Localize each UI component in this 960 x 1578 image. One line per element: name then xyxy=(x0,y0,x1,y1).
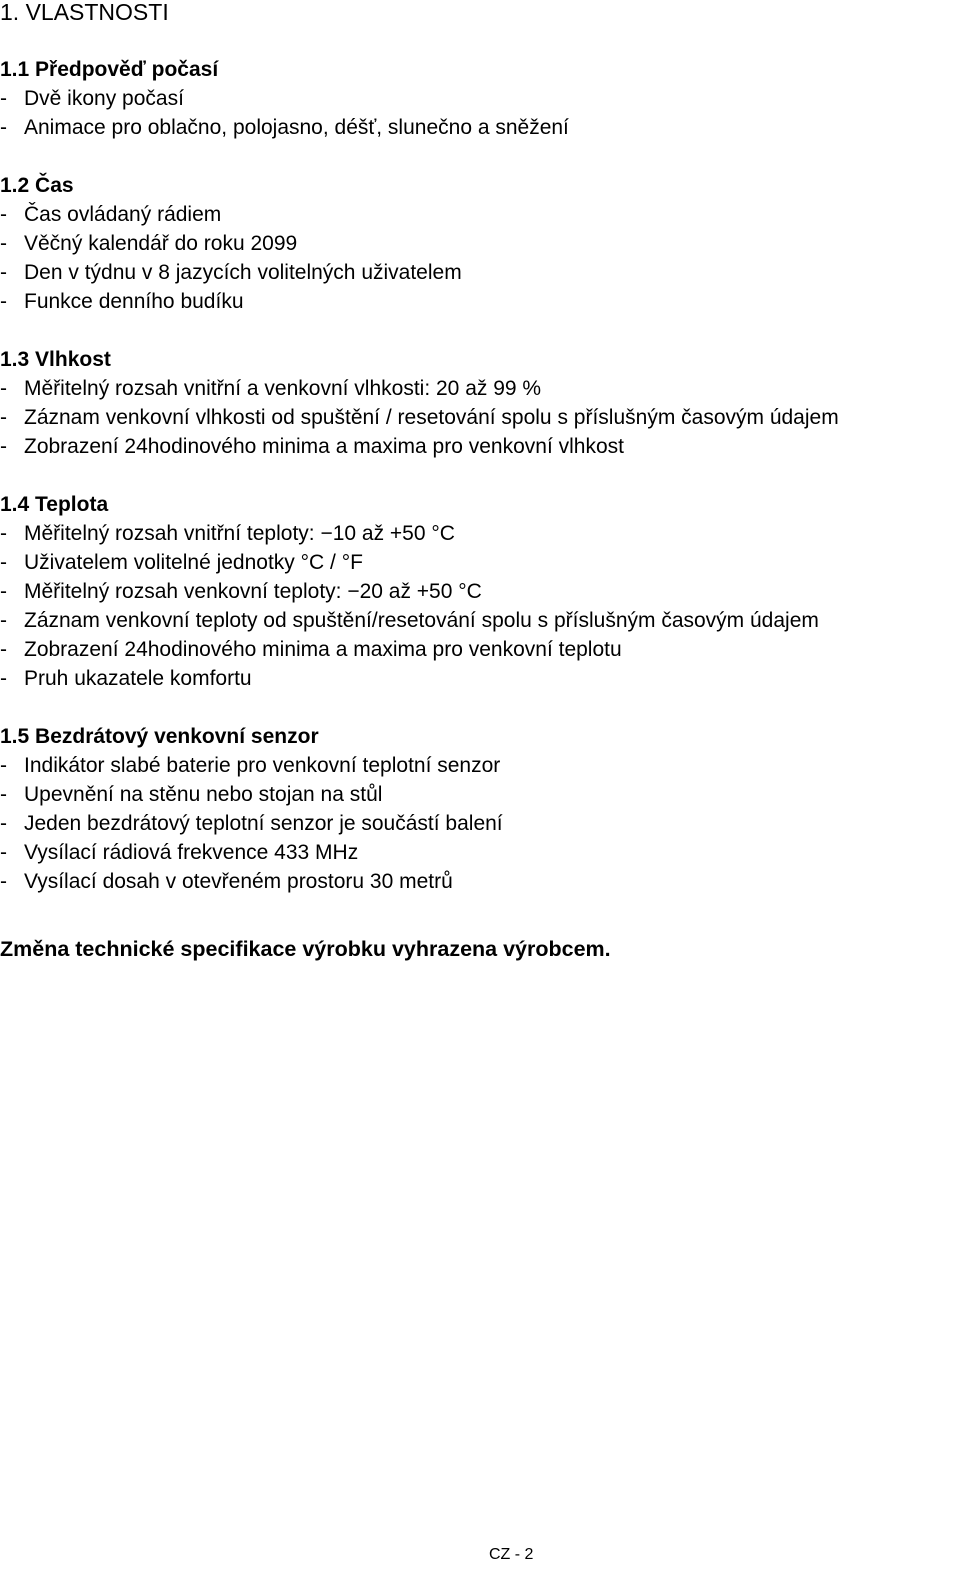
list-item-text: Funkce denního budíku xyxy=(24,290,244,313)
list-bullet: - xyxy=(0,638,7,661)
feature-section xyxy=(0,171,960,316)
list-item xyxy=(0,867,960,896)
list-item xyxy=(0,635,960,664)
list-bullet: - xyxy=(0,870,7,893)
list-item xyxy=(0,258,960,287)
list-bullet: - xyxy=(0,812,7,835)
list-item xyxy=(0,432,960,461)
list-bullet: - xyxy=(0,116,7,139)
list-bullet: - xyxy=(0,522,7,545)
list-item xyxy=(0,751,960,780)
list-item-text: Měřitelný rozsah vnitřní a venkovní vlhkosti: 20 až 99 % xyxy=(24,377,542,400)
list-item xyxy=(0,519,960,548)
list-item-text: Zobrazení 24hodinového minima a maxima pro venkovní vlhkost xyxy=(24,435,624,458)
feature-section xyxy=(0,490,960,693)
list-item xyxy=(0,664,960,693)
page-number: CZ - 2 xyxy=(489,1546,534,1563)
list-item-text: Uživatelem volitelné jednotky °C / °F xyxy=(24,551,363,574)
list-item-text: Upevnění na stěnu nebo stojan na stůl xyxy=(24,783,383,806)
feature-section xyxy=(0,55,960,142)
section-title: 1.4 Teplota xyxy=(0,493,109,516)
list-item xyxy=(0,113,960,142)
list-bullet: - xyxy=(0,841,7,864)
list-bullet: - xyxy=(0,232,7,255)
list-bullet: - xyxy=(0,609,7,632)
list-item-text: Čas ovládaný rádiem xyxy=(24,203,222,226)
list-item-text: Jeden bezdrátový teplotní senzor je součástí balení xyxy=(24,812,503,835)
list-item xyxy=(0,374,960,403)
page-title: 1. VLASTNOSTI xyxy=(0,0,169,25)
list-bullet: - xyxy=(0,261,7,284)
section-title: 1.5 Bezdrátový venkovní senzor xyxy=(0,725,319,748)
list-item-text: Vysílací rádiová frekvence 433 MHz xyxy=(24,841,359,864)
feature-section xyxy=(0,345,960,461)
list-bullet: - xyxy=(0,377,7,400)
list-bullet: - xyxy=(0,754,7,777)
list-bullet: - xyxy=(0,203,7,226)
list-bullet: - xyxy=(0,290,7,313)
list-item xyxy=(0,577,960,606)
list-item xyxy=(0,403,960,432)
list-bullet: - xyxy=(0,87,7,110)
list-item-text: Zobrazení 24hodinového minima a maxima pro venkovní teplotu xyxy=(24,638,622,661)
list-item-text: Animace pro oblačno, polojasno, déšť, slunečno a sněžení xyxy=(24,116,569,139)
list-bullet: - xyxy=(0,551,7,574)
feature-section xyxy=(0,722,960,896)
disclaimer-note: Změna technické specifikace výrobku vyhrazena výrobcem. xyxy=(0,937,611,961)
list-item xyxy=(0,606,960,635)
list-item xyxy=(0,838,960,867)
list-item xyxy=(0,548,960,577)
sections-container xyxy=(0,55,960,896)
list-bullet: - xyxy=(0,435,7,458)
list-item xyxy=(0,809,960,838)
list-item-text: Věčný kalendář do roku 2099 xyxy=(24,232,298,255)
list-item xyxy=(0,200,960,229)
list-item-text: Indikátor slabé baterie pro venkovní teplotní senzor xyxy=(24,754,501,777)
section-title: 1.3 Vlhkost xyxy=(0,348,111,371)
list-item-text: Vysílací dosah v otevřeném prostoru 30 metrů xyxy=(24,870,453,893)
list-bullet: - xyxy=(0,406,7,429)
list-item xyxy=(0,780,960,809)
list-bullet: - xyxy=(0,580,7,603)
list-item-text: Měřitelný rozsah vnitřní teploty: −10 až +50 °C xyxy=(24,522,455,545)
list-item-text: Pruh ukazatele komfortu xyxy=(24,667,252,690)
list-bullet: - xyxy=(0,783,7,806)
list-item-text: Záznam venkovní teploty od spuštění/resetování spolu s příslušným časovým údajem xyxy=(24,609,819,632)
list-item-text: Záznam venkovní vlhkosti od spuštění / resetování spolu s příslušným časovým údajem xyxy=(24,406,839,429)
section-title: 1.1 Předpověď počasí xyxy=(0,58,219,81)
list-item xyxy=(0,287,960,316)
section-title: 1.2 Čas xyxy=(0,174,74,197)
list-item-text: Měřitelný rozsah venkovní teploty: −20 až +50 °C xyxy=(24,580,482,603)
list-item-text: Den v týdnu v 8 jazycích volitelných uživatelem xyxy=(24,261,462,284)
list-item xyxy=(0,84,960,113)
list-item-text: Dvě ikony počasí xyxy=(24,87,184,110)
list-item xyxy=(0,229,960,258)
list-bullet: - xyxy=(0,667,7,690)
